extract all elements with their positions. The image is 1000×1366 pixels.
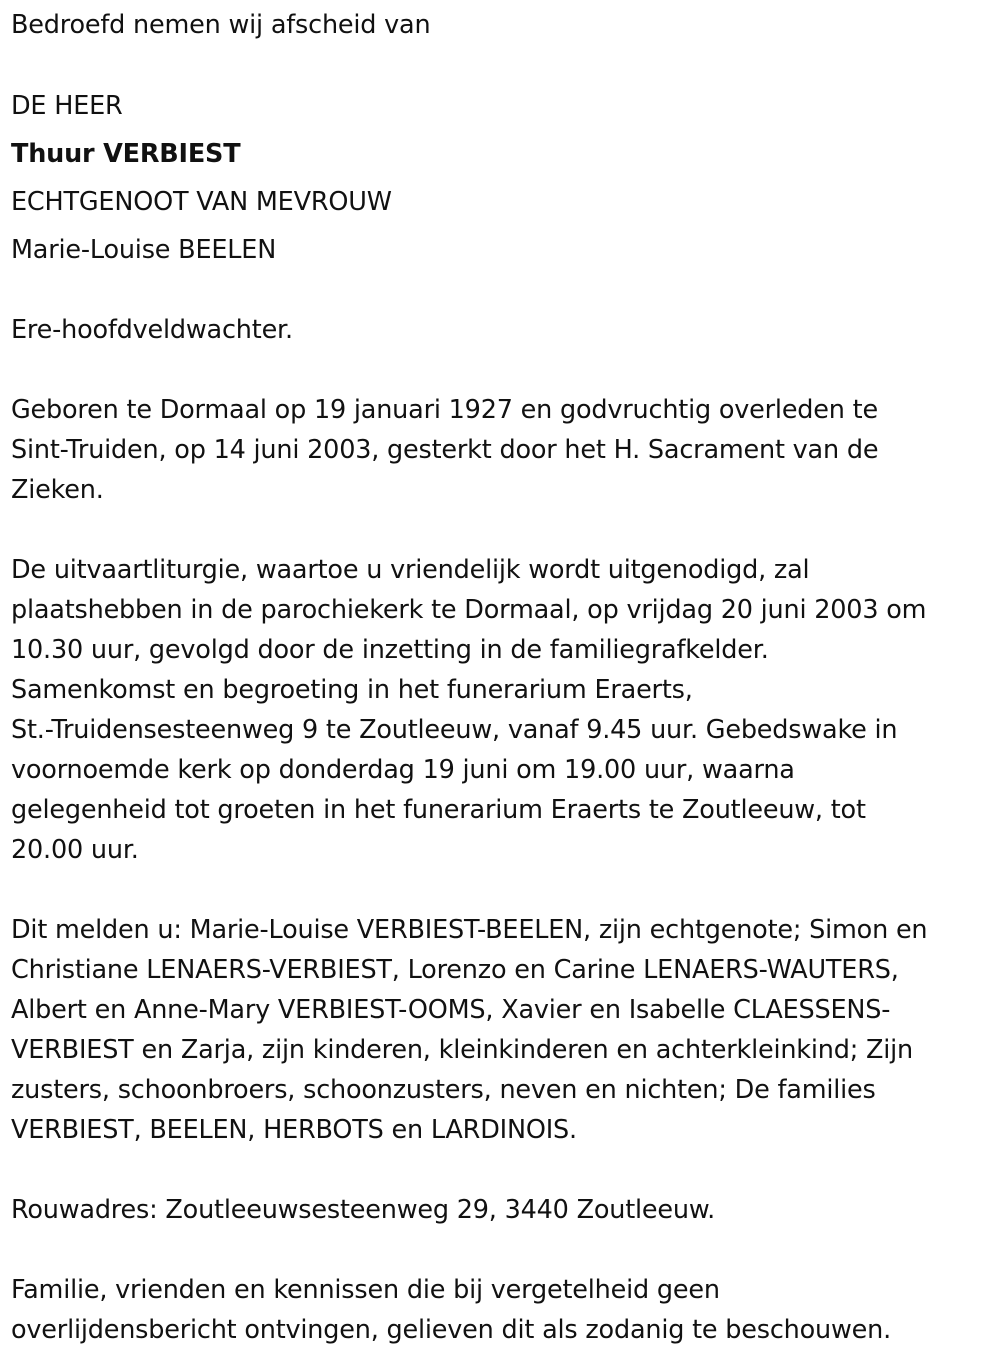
family-line: Albert en Anne-Mary VERBIEST-OOMS, Xavier en Isabelle CLAESSENS- <box>11 995 891 1025</box>
occupation: Ere-hoofdveldwachter. <box>11 315 293 345</box>
birth-death-line: Geboren te Dormaal op 19 januari 1927 en godvruchtig overleden te <box>11 395 878 425</box>
family-line: VERBIEST en Zarja, zijn kinderen, kleinkinderen en achterkleinkind; Zijn <box>11 1035 913 1065</box>
spouse-name: Marie-Louise BEELEN <box>11 235 277 265</box>
funeral-line: 10.30 uur, gevolgd door de inzetting in de familiegrafkelder. <box>11 635 769 665</box>
mourning-address: Rouwadres: Zoutleeuwsesteenweg 29, 3440 Zoutleeuw. <box>11 1195 716 1225</box>
funeral-line: plaatshebben in de parochiekerk te Dormaal, op vrijdag 20 juni 2003 om <box>11 595 927 625</box>
family-line: Christiane LENAERS-VERBIEST, Lorenzo en Carine LENAERS-WAUTERS, <box>11 955 899 985</box>
closing-line: overlijdensbericht ontvingen, gelieven dit als zodanig te beschouwen. <box>11 1315 892 1345</box>
deceased-name: Thuur VERBIEST <box>11 139 241 169</box>
birth-death-line: Sint-Truiden, op 14 juni 2003, gesterkt door het H. Sacrament van de <box>11 435 879 465</box>
funeral-line: De uitvaartliturgie, waartoe u vriendelijk wordt uitgenodigd, zal <box>11 555 810 585</box>
funeral-line: 20.00 uur. <box>11 835 139 865</box>
family-line: zusters, schoonbroers, schoonzusters, neven en nichten; De families <box>11 1075 876 1105</box>
funeral-line: voornoemde kerk op donderdag 19 juni om 19.00 uur, waarna <box>11 755 795 785</box>
funeral-line: gelegenheid tot groeten in het funerarium Eraerts te Zoutleeuw, tot <box>11 795 866 825</box>
funeral-line: Samenkomst en begroeting in het funerarium Eraerts, <box>11 675 693 705</box>
deceased-title: DE HEER <box>11 91 123 121</box>
family-line: VERBIEST, BEELEN, HERBOTS en LARDINOIS. <box>11 1115 577 1145</box>
intro-line: Bedroefd nemen wij afscheid van <box>11 10 431 40</box>
funeral-line: St.-Truidensesteenweg 9 te Zoutleeuw, vanaf 9.45 uur. Gebedswake in <box>11 715 898 745</box>
closing-line: Familie, vrienden en kennissen die bij vergetelheid geen <box>11 1275 720 1305</box>
spouse-label: ECHTGENOOT VAN MEVROUW <box>11 187 392 217</box>
family-line: Dit melden u: Marie-Louise VERBIEST-BEELEN, zijn echtgenote; Simon en <box>11 915 928 945</box>
birth-death-line: Zieken. <box>11 475 104 505</box>
